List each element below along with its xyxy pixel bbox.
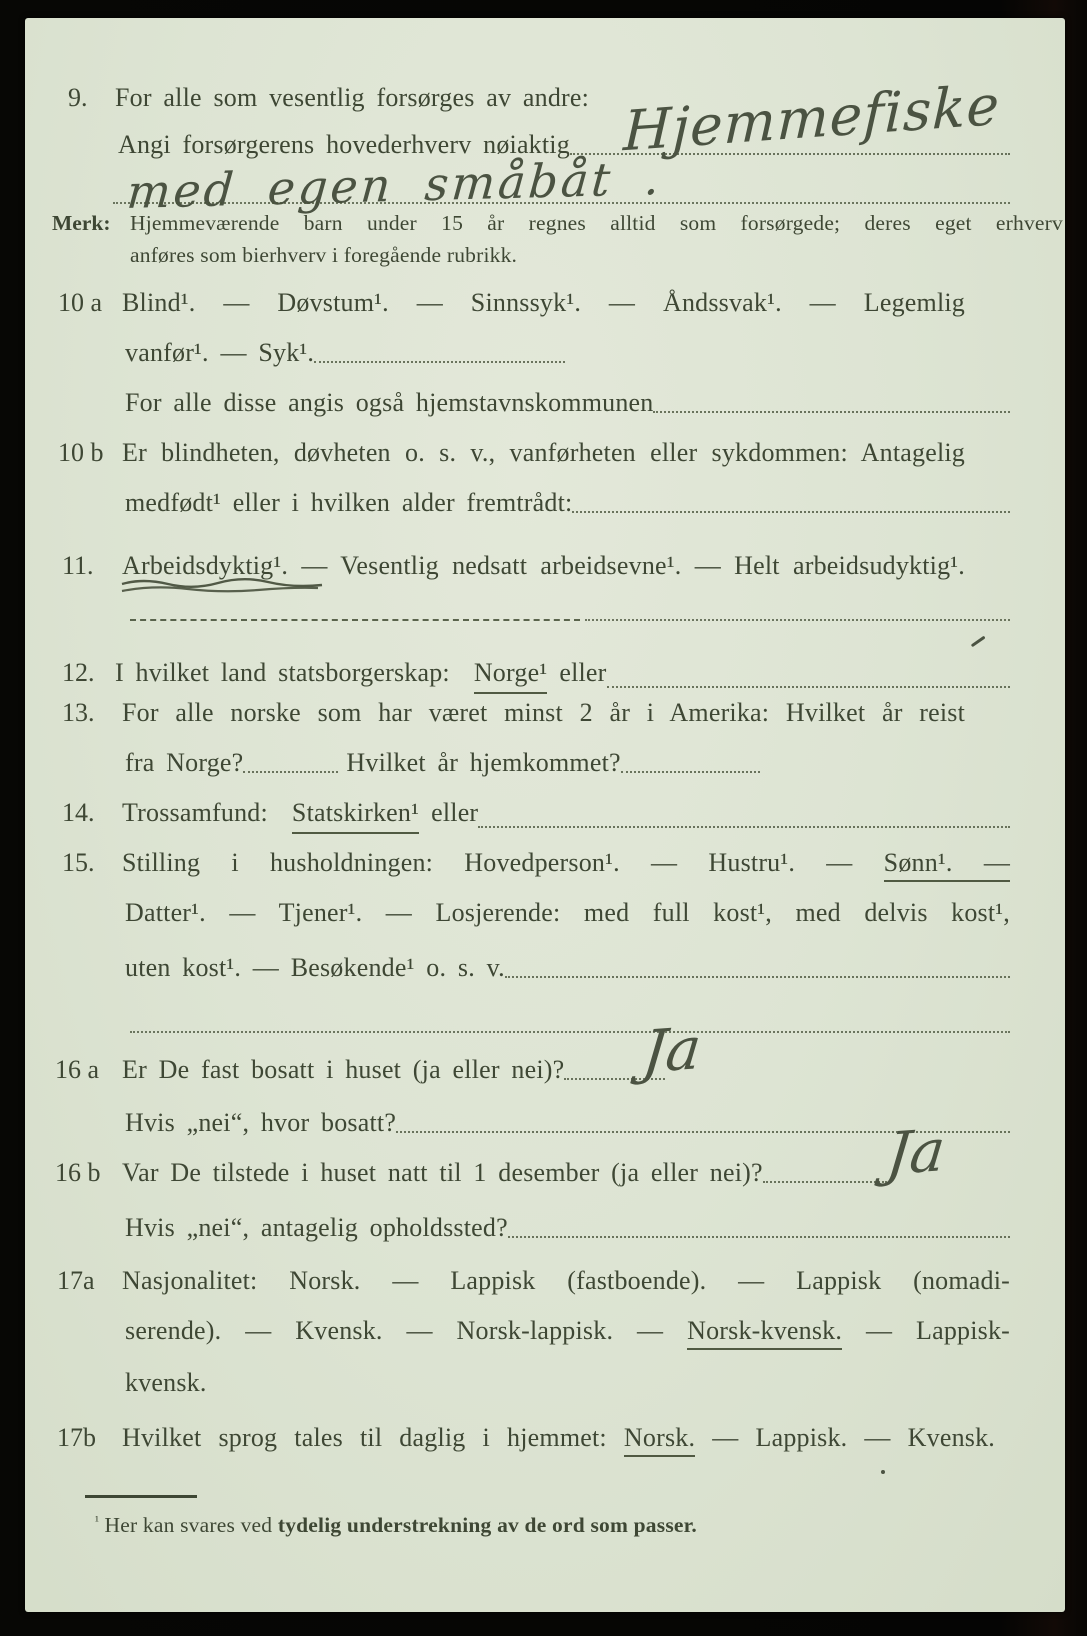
question-11-number: 11. xyxy=(62,551,94,580)
question-10a-number: 10 a xyxy=(58,288,103,317)
question-16a-line2 xyxy=(125,1107,1010,1139)
question-15-line2: Datter¹. — Tjener¹. — Losjerende: med full kost¹, med delvis kost¹, xyxy=(125,898,1010,927)
question-15-line3-text: uten kost¹. — Besøkende¹ o. s. v. xyxy=(125,953,505,982)
question-11-rest: — Vesentlig nedsatt arbeidsevne¹. — Helt arbeidsudyktig¹. xyxy=(301,551,965,580)
question-9-line2-text: Angi forsørgerens hovederhverv nøiaktig xyxy=(118,130,570,159)
question-16b-text: Var De tilstede i huset natt til 1 desember (ja eller nei)? xyxy=(122,1158,763,1187)
question-12-line xyxy=(115,657,1010,694)
question-15-line1 xyxy=(122,847,1010,879)
blank-answer-line-q11-left xyxy=(130,619,580,621)
question-9-number: 9. xyxy=(68,83,88,112)
question-9-line1: For alle som vesentlig forsørges av andre: xyxy=(115,83,590,112)
question-14-eller: eller xyxy=(431,798,479,827)
handwritten-answer-q16a: Ja xyxy=(639,1013,705,1087)
question-14-underlined-choice: Statskirken¹ xyxy=(292,797,419,834)
question-17a-line2-text: serende). — Kvensk. — Norsk-lappisk. — xyxy=(125,1316,664,1345)
question-10a-line2 xyxy=(125,337,565,369)
paper-sheet xyxy=(25,18,1065,1612)
stray-pen-mark xyxy=(971,636,986,647)
stray-ink-dot xyxy=(881,1470,885,1474)
question-17a-line2-end: — Lappisk- xyxy=(865,1316,1011,1345)
question-10a-line3 xyxy=(125,387,1010,419)
answer-line-q10a xyxy=(314,361,565,363)
question-10a-line2-text: vanfør¹. — Syk¹. xyxy=(125,338,315,367)
question-17a-underlined-choice: Norsk-kvensk. xyxy=(687,1316,842,1350)
question-17b-underlined-choice: Norsk. xyxy=(624,1423,695,1457)
footnote-marker: ¹ xyxy=(95,1513,99,1528)
merk-line2: anføres som bierhverv i foregående rubrikk. xyxy=(130,243,518,267)
question-13-line1: For alle norske som har været minst 2 år i Amerika: Hvilket år reist xyxy=(122,698,965,727)
question-14-number: 14. xyxy=(62,798,95,827)
answer-line-q13-reist xyxy=(243,771,338,773)
question-17a-line1: Nasjonalitet: Norsk. — Lappisk (fastboende). — Lappisk (nomadi- xyxy=(122,1266,1010,1295)
question-10a-line3-text: For alle disse angis også hjemstavnskommunen xyxy=(125,388,654,417)
hand-underline-arbeidsdyktig xyxy=(118,576,328,596)
handwritten-answer-q16b: Ja xyxy=(883,1115,949,1189)
answer-line-q10a-kommune xyxy=(653,411,1010,413)
footnote xyxy=(95,1506,697,1540)
question-14-text: Trossamfund: xyxy=(122,798,268,827)
footnote-divider xyxy=(85,1495,197,1498)
answer-line-q10b xyxy=(572,511,1010,513)
answer-line-q16b-opholdssted xyxy=(508,1236,1010,1238)
blank-answer-line-q15 xyxy=(130,1031,1010,1033)
question-16a-line1 xyxy=(122,1054,665,1086)
question-12-number: 12. xyxy=(62,658,95,687)
question-16b-number: 16 b xyxy=(55,1158,101,1187)
handwritten-answer-q9-line2: med egen småbåt . xyxy=(124,150,665,220)
handwritten-answer-q9-line1: Hjemmefiske xyxy=(622,72,1002,164)
question-13-line2 xyxy=(125,747,760,779)
question-15-line1-text: Stilling i husholdningen: Hovedperson¹. — Hustru¹. — xyxy=(122,848,853,877)
merk-label: Merk: xyxy=(52,211,111,235)
answer-line-q13-hjemkommet xyxy=(621,771,760,773)
question-17b-line xyxy=(122,1422,995,1454)
question-16a-text: Er De fast bosatt i huset (ja eller nei)? xyxy=(122,1055,565,1084)
question-16a-number: 16 a xyxy=(55,1055,100,1084)
footnote-text: Her kan svares ved xyxy=(104,1513,273,1537)
question-17a-line2 xyxy=(125,1315,1010,1347)
answer-line-q14 xyxy=(478,826,1010,828)
question-10b-line2-text: medfødt¹ eller i hvilken alder fremtrådt: xyxy=(125,488,573,517)
question-14-line xyxy=(122,797,1010,834)
question-11-underlined-choice: Arbeidsdyktig¹. xyxy=(122,551,289,580)
answer-line-q15 xyxy=(505,976,1010,978)
footnote-bold-text: tydelig understrekning av de ord som passer. xyxy=(277,1513,697,1537)
question-13-reist-text: fra Norge? xyxy=(125,748,244,777)
question-16a-line2-text: Hvis „nei“, hvor bosatt? xyxy=(125,1108,397,1137)
question-17a-line3: kvensk. xyxy=(125,1368,207,1397)
question-17b-number: 17b xyxy=(57,1423,96,1452)
question-10b-line1: Er blindheten, døvheten o. s. v., vanførheten eller sykdommen: Antagelig xyxy=(122,438,965,467)
question-12-underlined-choice: Norge¹ xyxy=(474,657,548,694)
question-16b-line2 xyxy=(125,1212,1010,1244)
question-10a-line1: Blind¹. — Døvstum¹. — Sinnssyk¹. — Åndssvak¹. — Legemlig xyxy=(122,288,965,317)
question-12-eller: eller xyxy=(559,658,607,687)
blank-answer-line-q11-right xyxy=(585,619,1010,621)
question-17b-end: — Lappisk. — Kvensk. xyxy=(712,1423,996,1452)
question-15-number: 15. xyxy=(62,848,95,877)
question-12-text: I hvilket land statsborgerskap: xyxy=(115,658,450,687)
merk-line1: Hjemmeværende barn under 15 år regnes alltid som forsørgede; deres eget erhverv xyxy=(130,211,1063,235)
question-17a-number: 17a xyxy=(57,1266,95,1295)
question-17b-text: Hvilket sprog tales til daglig i hjemmet: xyxy=(122,1423,607,1452)
question-13-hjemkommet-text: Hvilket år hjemkommet? xyxy=(346,748,621,777)
question-16b-line1 xyxy=(122,1157,887,1189)
question-13-number: 13. xyxy=(62,698,95,727)
question-16b-line2-text: Hvis „nei“, antagelig opholdssted? xyxy=(125,1213,508,1242)
answer-line-q16b xyxy=(763,1181,887,1183)
question-10b-number: 10 b xyxy=(58,438,104,467)
answer-line-q12 xyxy=(607,686,1010,688)
answer-line-q9-second xyxy=(113,202,1010,204)
question-15-line3 xyxy=(125,952,1010,984)
question-10b-line2 xyxy=(125,487,1010,519)
question-15-underlined-choice: Sønn¹. — xyxy=(884,848,1010,882)
